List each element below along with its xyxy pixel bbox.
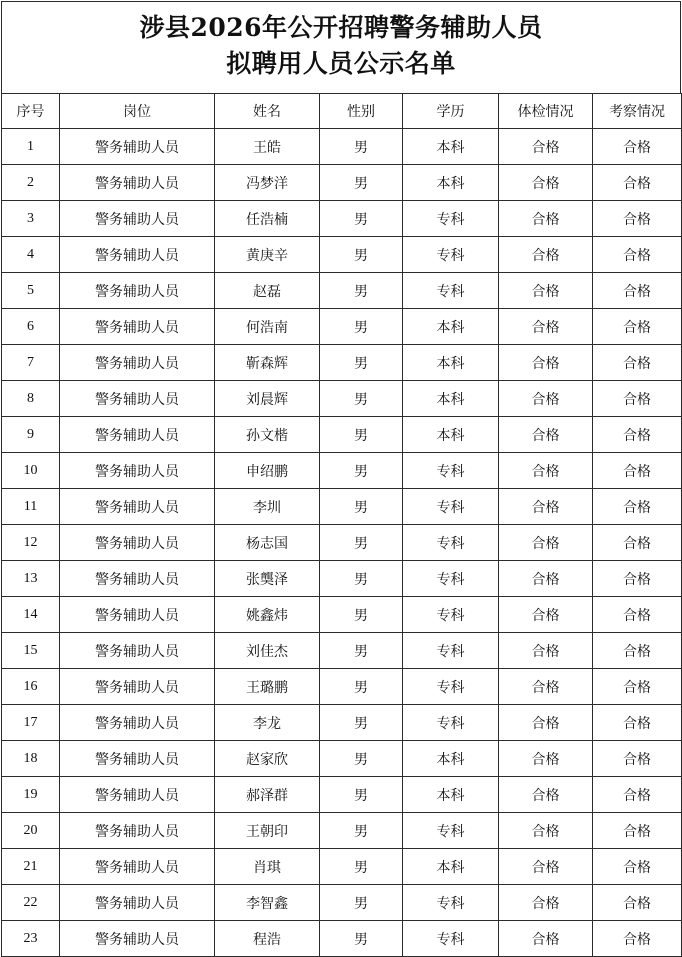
cell-position: 警务辅助人员 <box>60 813 215 849</box>
cell-physical-exam: 合格 <box>499 741 593 777</box>
table-row <box>2 849 682 885</box>
cell-education: 本科 <box>403 777 499 813</box>
cell-inspection: 合格 <box>593 525 682 561</box>
cell-name: 李龙 <box>215 705 320 741</box>
cell-position: 警务辅助人员 <box>60 561 215 597</box>
cell-physical-exam: 合格 <box>499 633 593 669</box>
cell-inspection: 合格 <box>593 417 682 453</box>
cell-education: 本科 <box>403 309 499 345</box>
cell-name: 孙文楷 <box>215 417 320 453</box>
cell-index: 20 <box>2 813 60 849</box>
cell-inspection: 合格 <box>593 489 682 525</box>
title-line-1: 涉县2026年公开招聘警务辅助人员 <box>139 13 543 42</box>
cell-gender: 男 <box>320 381 403 417</box>
cell-education: 本科 <box>403 849 499 885</box>
cell-education: 专科 <box>403 813 499 849</box>
cell-education: 专科 <box>403 633 499 669</box>
cell-gender: 男 <box>320 597 403 633</box>
cell-name: 张龑泽 <box>215 561 320 597</box>
cell-gender: 男 <box>320 777 403 813</box>
cell-index: 4 <box>2 237 60 273</box>
cell-index: 5 <box>2 273 60 309</box>
cell-gender: 男 <box>320 525 403 561</box>
cell-education: 本科 <box>403 165 499 201</box>
cell-position: 警务辅助人员 <box>60 921 215 957</box>
cell-education: 专科 <box>403 705 499 741</box>
cell-index: 3 <box>2 201 60 237</box>
header-physical-exam: 体检情况 <box>499 94 593 129</box>
cell-education: 专科 <box>403 669 499 705</box>
cell-name: 程浩 <box>215 921 320 957</box>
cell-gender: 男 <box>320 453 403 489</box>
cell-index: 12 <box>2 525 60 561</box>
cell-name: 何浩南 <box>215 309 320 345</box>
document-title <box>1 1 681 93</box>
personnel-table <box>1 93 682 957</box>
table-row <box>2 237 682 273</box>
cell-gender: 男 <box>320 705 403 741</box>
cell-education: 专科 <box>403 885 499 921</box>
cell-gender: 男 <box>320 309 403 345</box>
cell-physical-exam: 合格 <box>499 417 593 453</box>
cell-inspection: 合格 <box>593 777 682 813</box>
cell-education: 专科 <box>403 525 499 561</box>
cell-gender: 男 <box>320 417 403 453</box>
cell-physical-exam: 合格 <box>499 273 593 309</box>
cell-physical-exam: 合格 <box>499 381 593 417</box>
cell-name: 郝泽群 <box>215 777 320 813</box>
cell-education: 专科 <box>403 921 499 957</box>
cell-inspection: 合格 <box>593 165 682 201</box>
cell-gender: 男 <box>320 201 403 237</box>
table-row <box>2 273 682 309</box>
cell-physical-exam: 合格 <box>499 597 593 633</box>
cell-physical-exam: 合格 <box>499 525 593 561</box>
cell-index: 1 <box>2 129 60 165</box>
table-row <box>2 453 682 489</box>
cell-index: 22 <box>2 885 60 921</box>
cell-physical-exam: 合格 <box>499 669 593 705</box>
table-row <box>2 525 682 561</box>
cell-physical-exam: 合格 <box>499 813 593 849</box>
table-row <box>2 705 682 741</box>
cell-index: 23 <box>2 921 60 957</box>
table-row <box>2 165 682 201</box>
cell-position: 警务辅助人员 <box>60 381 215 417</box>
cell-name: 李智鑫 <box>215 885 320 921</box>
cell-gender: 男 <box>320 921 403 957</box>
header-gender: 性别 <box>320 94 403 129</box>
cell-name: 王皓 <box>215 129 320 165</box>
cell-name: 姚鑫炜 <box>215 597 320 633</box>
cell-education: 专科 <box>403 597 499 633</box>
cell-name: 肖琪 <box>215 849 320 885</box>
cell-gender: 男 <box>320 129 403 165</box>
cell-inspection: 合格 <box>593 309 682 345</box>
cell-physical-exam: 合格 <box>499 453 593 489</box>
cell-inspection: 合格 <box>593 633 682 669</box>
cell-gender: 男 <box>320 741 403 777</box>
cell-physical-exam: 合格 <box>499 201 593 237</box>
cell-gender: 男 <box>320 165 403 201</box>
cell-inspection: 合格 <box>593 885 682 921</box>
cell-position: 警务辅助人员 <box>60 309 215 345</box>
cell-inspection: 合格 <box>593 741 682 777</box>
cell-inspection: 合格 <box>593 453 682 489</box>
cell-gender: 男 <box>320 345 403 381</box>
cell-inspection: 合格 <box>593 345 682 381</box>
cell-inspection: 合格 <box>593 237 682 273</box>
cell-gender: 男 <box>320 561 403 597</box>
cell-inspection: 合格 <box>593 129 682 165</box>
cell-name: 赵家欣 <box>215 741 320 777</box>
cell-index: 19 <box>2 777 60 813</box>
table-row <box>2 885 682 921</box>
cell-name: 黄庚辛 <box>215 237 320 273</box>
cell-education: 专科 <box>403 237 499 273</box>
cell-gender: 男 <box>320 849 403 885</box>
cell-index: 14 <box>2 597 60 633</box>
cell-name: 任浩楠 <box>215 201 320 237</box>
cell-education: 本科 <box>403 381 499 417</box>
cell-index: 17 <box>2 705 60 741</box>
table-header-row <box>2 94 682 129</box>
cell-name: 李圳 <box>215 489 320 525</box>
cell-position: 警务辅助人员 <box>60 417 215 453</box>
header-education: 学历 <box>403 94 499 129</box>
cell-position: 警务辅助人员 <box>60 669 215 705</box>
cell-index: 11 <box>2 489 60 525</box>
cell-physical-exam: 合格 <box>499 237 593 273</box>
table-row <box>2 633 682 669</box>
cell-education: 本科 <box>403 345 499 381</box>
table-row <box>2 741 682 777</box>
table-row <box>2 309 682 345</box>
cell-position: 警务辅助人员 <box>60 705 215 741</box>
cell-inspection: 合格 <box>593 561 682 597</box>
cell-physical-exam: 合格 <box>499 885 593 921</box>
table-row <box>2 669 682 705</box>
cell-physical-exam: 合格 <box>499 489 593 525</box>
cell-position: 警务辅助人员 <box>60 237 215 273</box>
cell-physical-exam: 合格 <box>499 777 593 813</box>
cell-name: 靳森辉 <box>215 345 320 381</box>
header-inspection: 考察情况 <box>593 94 682 129</box>
cell-name: 刘佳杰 <box>215 633 320 669</box>
cell-name: 赵磊 <box>215 273 320 309</box>
cell-position: 警务辅助人员 <box>60 489 215 525</box>
cell-index: 7 <box>2 345 60 381</box>
cell-physical-exam: 合格 <box>499 129 593 165</box>
cell-inspection: 合格 <box>593 669 682 705</box>
cell-position: 警务辅助人员 <box>60 777 215 813</box>
cell-gender: 男 <box>320 885 403 921</box>
cell-physical-exam: 合格 <box>499 921 593 957</box>
table-row <box>2 345 682 381</box>
cell-physical-exam: 合格 <box>499 849 593 885</box>
cell-physical-exam: 合格 <box>499 561 593 597</box>
table-row <box>2 381 682 417</box>
cell-inspection: 合格 <box>593 849 682 885</box>
cell-name: 王璐鹏 <box>215 669 320 705</box>
cell-education: 本科 <box>403 741 499 777</box>
cell-inspection: 合格 <box>593 201 682 237</box>
header-name: 姓名 <box>215 94 320 129</box>
cell-index: 21 <box>2 849 60 885</box>
cell-position: 警务辅助人员 <box>60 525 215 561</box>
header-position: 岗位 <box>60 94 215 129</box>
cell-gender: 男 <box>320 813 403 849</box>
cell-name: 刘晨辉 <box>215 381 320 417</box>
cell-index: 9 <box>2 417 60 453</box>
cell-index: 13 <box>2 561 60 597</box>
cell-gender: 男 <box>320 633 403 669</box>
cell-position: 警务辅助人员 <box>60 201 215 237</box>
cell-index: 8 <box>2 381 60 417</box>
table-row <box>2 417 682 453</box>
cell-name: 申绍鹏 <box>215 453 320 489</box>
cell-gender: 男 <box>320 273 403 309</box>
cell-position: 警务辅助人员 <box>60 597 215 633</box>
cell-position: 警务辅助人员 <box>60 885 215 921</box>
cell-position: 警务辅助人员 <box>60 453 215 489</box>
cell-gender: 男 <box>320 237 403 273</box>
cell-index: 6 <box>2 309 60 345</box>
cell-position: 警务辅助人员 <box>60 345 215 381</box>
table-body <box>2 129 682 957</box>
cell-name: 冯梦洋 <box>215 165 320 201</box>
header-index: 序号 <box>2 94 60 129</box>
table-row <box>2 561 682 597</box>
cell-index: 10 <box>2 453 60 489</box>
cell-position: 警务辅助人员 <box>60 633 215 669</box>
cell-index: 2 <box>2 165 60 201</box>
table-row <box>2 129 682 165</box>
cell-position: 警务辅助人员 <box>60 849 215 885</box>
cell-index: 18 <box>2 741 60 777</box>
title-line-2: 拟聘用人员公示名单 <box>226 49 456 78</box>
table-row <box>2 921 682 957</box>
cell-index: 16 <box>2 669 60 705</box>
cell-inspection: 合格 <box>593 273 682 309</box>
cell-gender: 男 <box>320 669 403 705</box>
cell-education: 专科 <box>403 561 499 597</box>
cell-inspection: 合格 <box>593 381 682 417</box>
table-row <box>2 201 682 237</box>
cell-position: 警务辅助人员 <box>60 273 215 309</box>
cell-name: 王朝印 <box>215 813 320 849</box>
cell-physical-exam: 合格 <box>499 309 593 345</box>
cell-gender: 男 <box>320 489 403 525</box>
cell-physical-exam: 合格 <box>499 165 593 201</box>
cell-education: 专科 <box>403 489 499 525</box>
table-row <box>2 813 682 849</box>
cell-inspection: 合格 <box>593 813 682 849</box>
cell-position: 警务辅助人员 <box>60 741 215 777</box>
cell-inspection: 合格 <box>593 597 682 633</box>
cell-education: 专科 <box>403 453 499 489</box>
cell-education: 本科 <box>403 417 499 453</box>
cell-physical-exam: 合格 <box>499 705 593 741</box>
cell-position: 警务辅助人员 <box>60 165 215 201</box>
cell-physical-exam: 合格 <box>499 345 593 381</box>
cell-education: 本科 <box>403 129 499 165</box>
cell-inspection: 合格 <box>593 705 682 741</box>
cell-index: 15 <box>2 633 60 669</box>
table-row <box>2 597 682 633</box>
cell-education: 专科 <box>403 273 499 309</box>
cell-position: 警务辅助人员 <box>60 129 215 165</box>
cell-name: 杨志国 <box>215 525 320 561</box>
table-row <box>2 489 682 525</box>
cell-education: 专科 <box>403 201 499 237</box>
table-row <box>2 777 682 813</box>
cell-inspection: 合格 <box>593 921 682 957</box>
